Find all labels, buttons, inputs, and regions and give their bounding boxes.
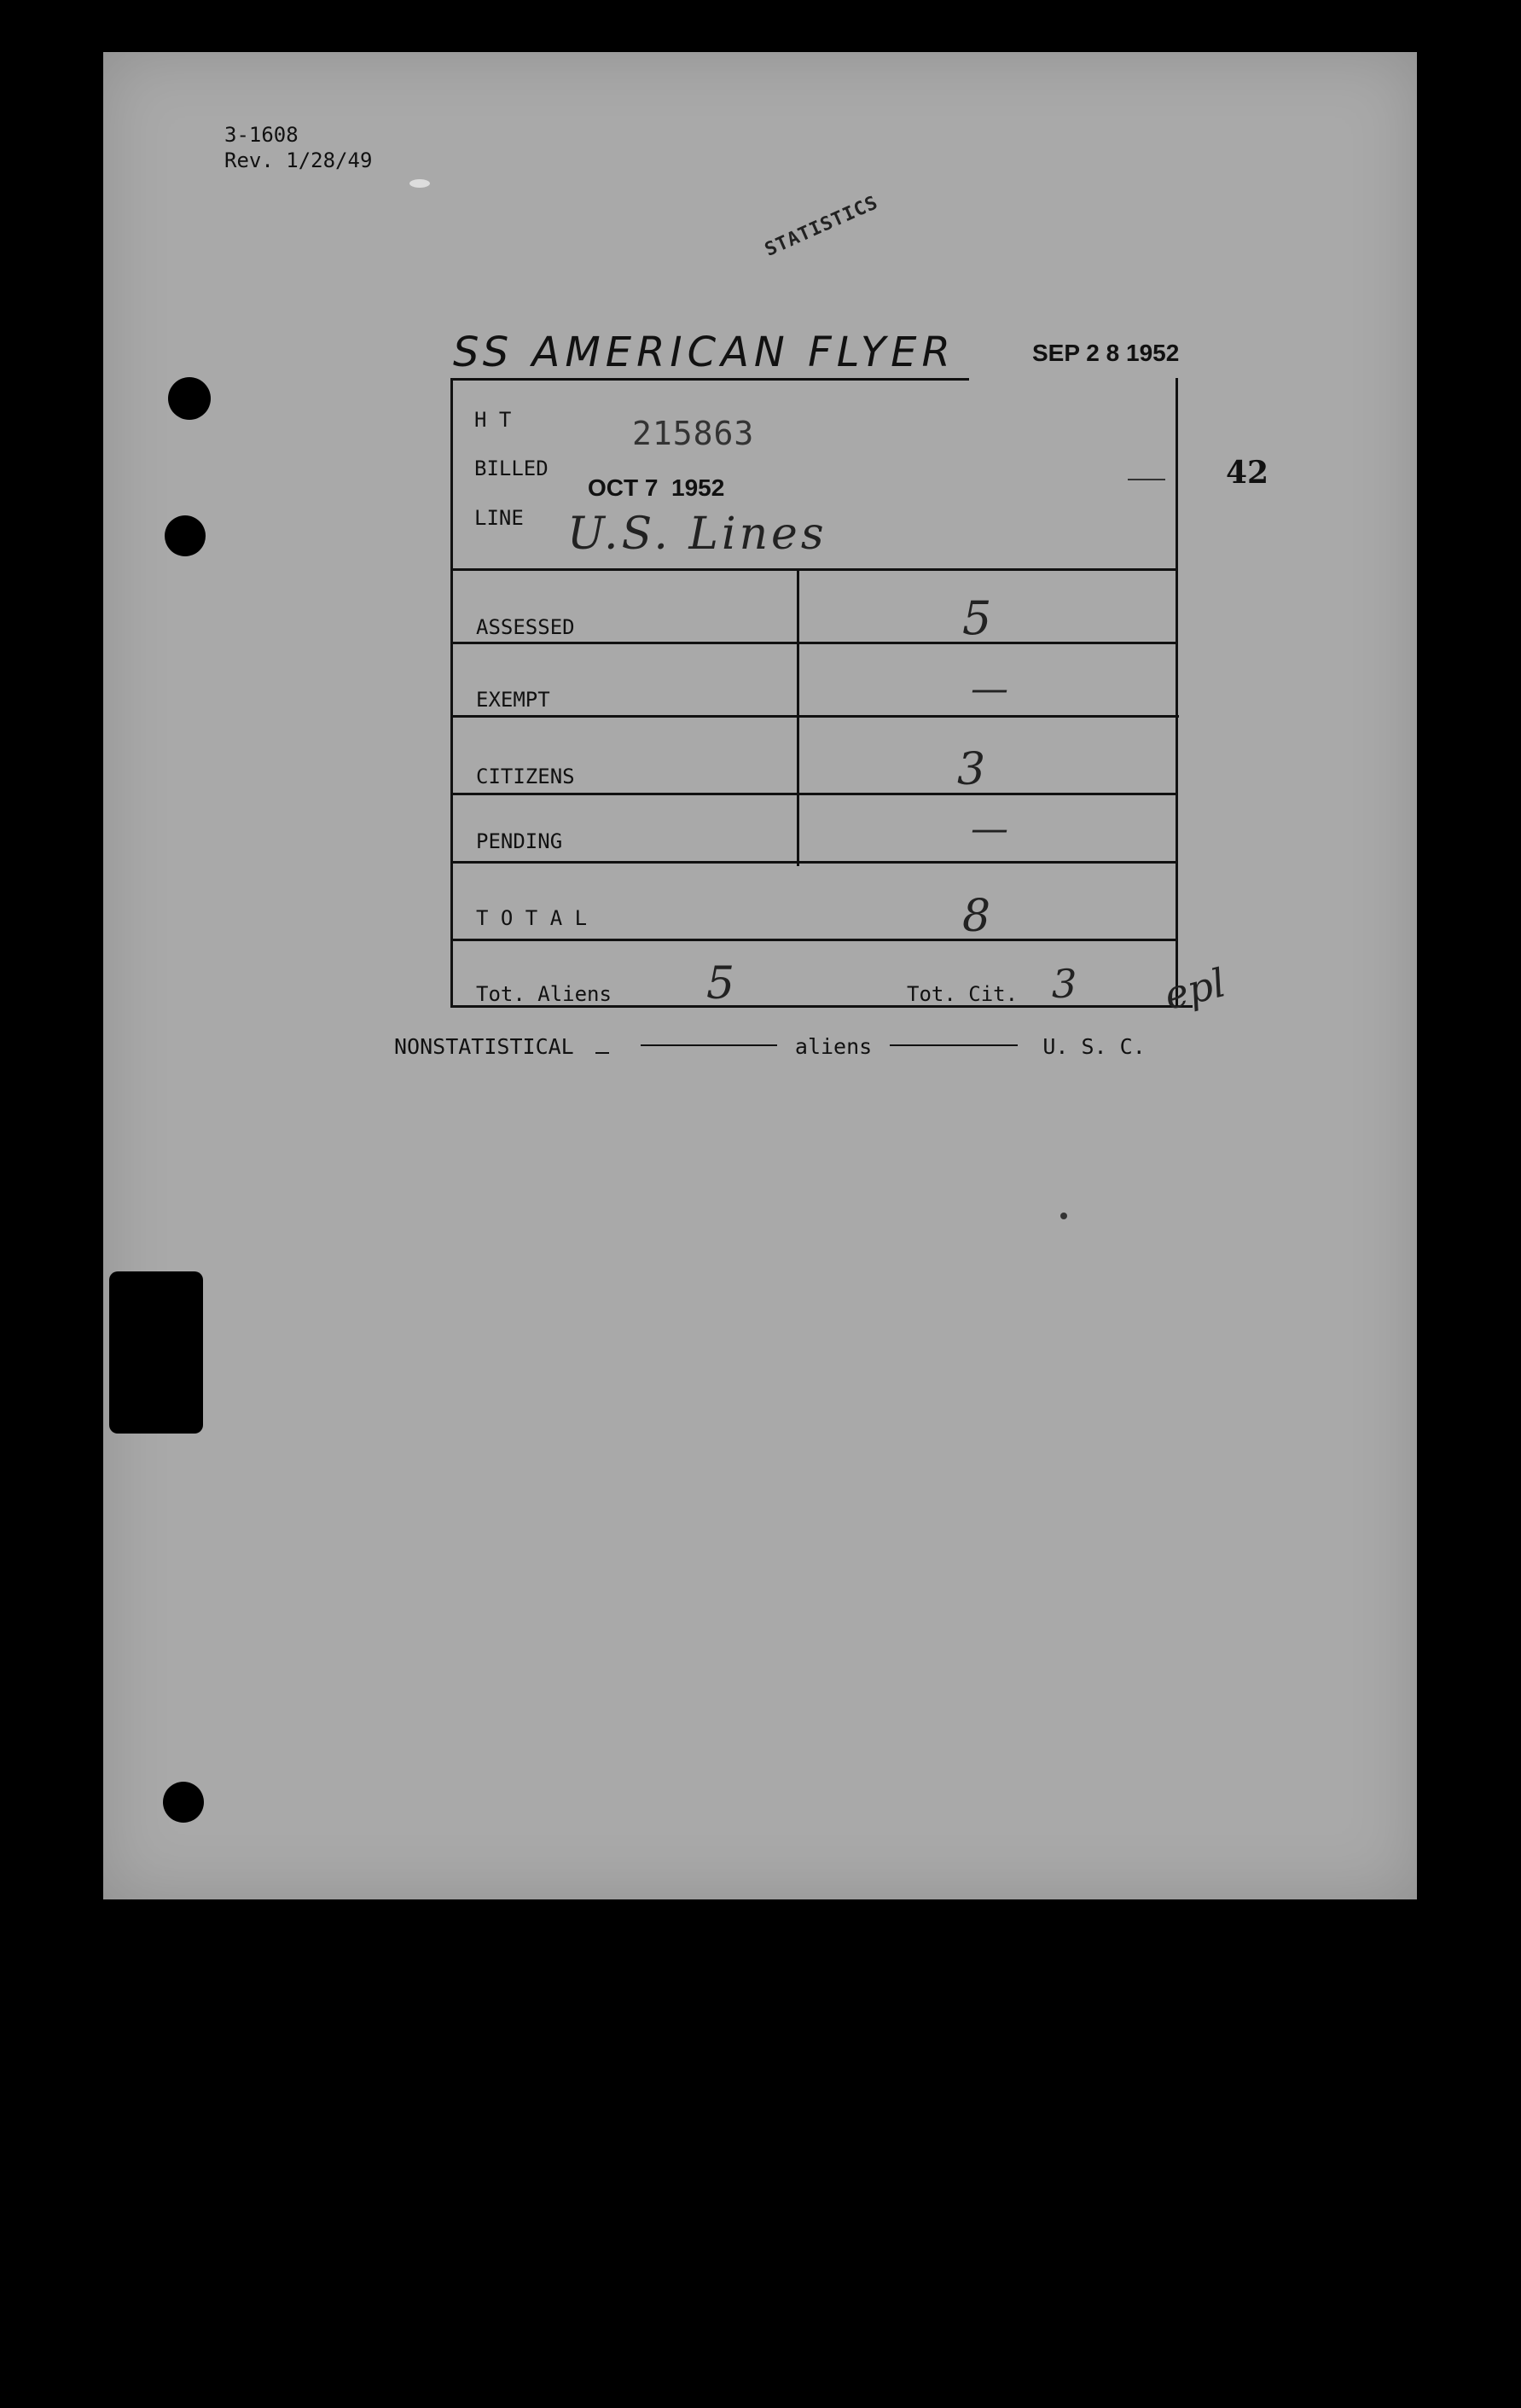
nonstatistical-line [394, 1034, 1146, 1059]
column-divider [797, 568, 799, 866]
rule [450, 715, 1179, 718]
pending-value: — [971, 807, 1008, 851]
rule [450, 939, 1176, 941]
ship-name: SS AMERICAN FLYER [453, 329, 955, 376]
total-value: 8 [962, 891, 991, 942]
speck [409, 179, 430, 188]
assessed-label: ASSESSED [476, 615, 575, 639]
arrival-date-stamp: SEP 2 8 1952 [1032, 340, 1180, 366]
billed-value: OCT 7 1952 [588, 474, 725, 501]
line-value: U.S. Lines [567, 509, 827, 560]
total-citizens-value: 3 [1052, 961, 1077, 1007]
aliens-label: aliens [794, 1034, 873, 1059]
line-label: LINE [474, 506, 524, 530]
citizens-value: 3 [957, 744, 986, 795]
binder-tab [109, 1271, 203, 1434]
total-label: T O T A L [476, 906, 588, 930]
total-citizens-label: Tot. Cit. [907, 982, 1019, 1006]
clerk-initials: epl [1159, 959, 1230, 1019]
total-aliens-value: 5 [706, 958, 735, 1009]
assessed-value: 5 [962, 591, 992, 645]
rule [450, 642, 1176, 644]
ht-value: 215863 [632, 415, 755, 452]
rule [450, 861, 1176, 864]
total-aliens-label: Tot. Aliens [476, 982, 612, 1006]
billed-label: BILLED [474, 457, 549, 480]
ht-label: H T [474, 408, 512, 432]
usc-label: U. S. C. [1042, 1034, 1146, 1059]
form-code [224, 122, 372, 173]
form-revision: Rev. 1/28/49 [224, 148, 373, 172]
rule [450, 568, 1176, 571]
binder-hole-3 [163, 1782, 204, 1823]
speck [1060, 1213, 1067, 1219]
statistics-stamp: STATISTICS [762, 192, 882, 261]
exempt-label: EXEMPT [476, 688, 550, 712]
pending-label: PENDING [476, 829, 563, 853]
rule [450, 793, 1176, 795]
page-number: 42 [1226, 455, 1269, 491]
binder-hole-1 [168, 377, 211, 420]
exempt-value: — [971, 667, 1008, 711]
aliens-blank-line [641, 1044, 777, 1046]
citizens-label: CITIZENS [476, 765, 575, 788]
binder-hole-2 [165, 515, 206, 556]
form-number: 3-1608 [224, 123, 299, 147]
nonstatistical-label: NONSTATISTICAL [394, 1034, 574, 1059]
usc-blank-line [890, 1044, 1018, 1046]
nonstatistical-blank [595, 1052, 609, 1054]
